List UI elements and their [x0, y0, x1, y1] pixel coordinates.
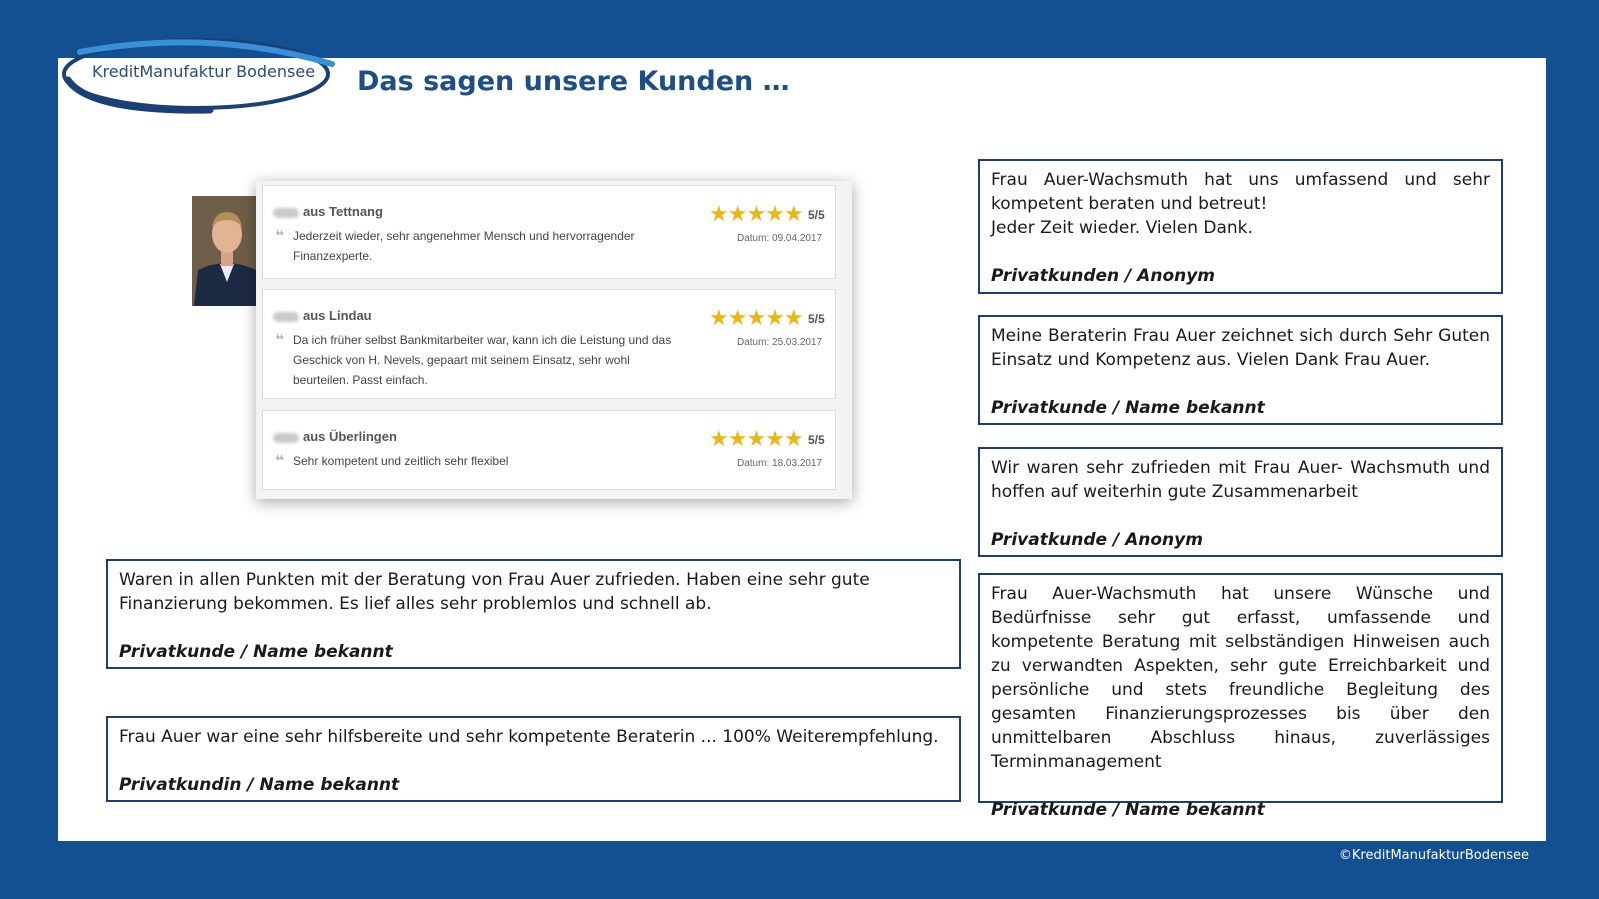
testimonial-box	[106, 559, 961, 669]
review-text: Da ich früher selbst Bankmitarbeiter war, kann ich die Leistung und das Geschick von H. Nevels, gepaart mit seinem Einsatz, sehr wohl beurteilen. Passt einfach.	[293, 333, 672, 387]
testimonial-box	[978, 573, 1503, 820]
review-score: 5/5	[808, 433, 825, 447]
review-score: 5/5	[808, 208, 825, 222]
review-author	[273, 429, 397, 444]
review-panel	[256, 181, 852, 499]
review-text: Jederzeit wieder, sehr angenehmer Mensch und hervorragender Finanzexperte.	[293, 229, 635, 263]
star-rating-icon: ★★★★★	[709, 305, 803, 330]
testimonial-author: Privatkunde / Name bekannt	[991, 800, 1265, 820]
testimonial-box	[978, 315, 1503, 425]
testimonial-text: Frau Auer-Wachsmuth hat uns umfassend und sehr kompetent beraten und betreut!	[991, 170, 1490, 214]
star-rating-icon: ★★★★★	[709, 201, 803, 226]
review-date: Datum: 25.03.2017	[737, 337, 823, 348]
quote-icon: ❝	[275, 453, 285, 470]
review-score: 5/5	[808, 312, 825, 326]
review-author	[273, 204, 383, 219]
brand-logo	[60, 34, 340, 114]
testimonial-author: Privatkunden / Anonym	[991, 266, 1216, 286]
testimonial-text: Wir waren sehr zufrieden mit Frau Auer- Wachsmuth und hoffen auf weiterhin gute Zusammenarbeit	[991, 458, 1490, 502]
quote-icon: ❝	[275, 228, 285, 245]
testimonial-author: Privatkunde / Name bekannt	[991, 398, 1265, 418]
advisor-photo	[192, 196, 262, 306]
testimonial-box	[106, 716, 961, 802]
testimonial-box	[978, 447, 1503, 557]
review-card	[262, 185, 836, 279]
blurred-name	[273, 433, 299, 443]
testimonial-text: Frau Auer-Wachsmuth hat unsere Wünsche und Bedürfnisse sehr gut erfasst, umfassende und kompetente Beratung mit selbständigen Hinweisen auch zu verwandten Aspekten, sehr gute Erreichbarkeit und persönliche und stets freundliche Begleitung des gesamten Finanzierungsprozesses bis über den unmittelbaren Abschluss hinaus, zuverlässiges Terminmanagement	[991, 584, 1490, 772]
person-icon	[192, 196, 262, 306]
review-card	[262, 410, 836, 490]
review-date: Datum: 18.03.2017	[737, 458, 823, 469]
review-card	[262, 289, 836, 399]
testimonial-author: Privatkunde / Anonym	[991, 530, 1203, 550]
testimonial-author: Privatkundin / Name bekannt	[119, 775, 400, 795]
brand-name: KreditManufaktur Bodensee	[92, 62, 316, 81]
blurred-name	[273, 208, 299, 218]
testimonial-text-line2: Jeder Zeit wieder. Vielen Dank.	[991, 218, 1253, 238]
review-location: aus Tettnang	[303, 204, 383, 219]
quote-icon: ❝	[275, 332, 285, 349]
testimonial-box	[978, 159, 1503, 294]
copyright-notice: ©KreditManufakturBodensee	[1338, 848, 1529, 863]
review-author	[273, 308, 372, 323]
review-location: aus Lindau	[303, 308, 372, 323]
review-text: Sehr kompetent und zeitlich sehr flexibel	[293, 454, 509, 468]
review-date: Datum: 09.04.2017	[737, 233, 823, 244]
testimonial-text: Waren in allen Punkten mit der Beratung von Frau Auer zufrieden. Haben eine sehr gute Finanzierung bekommen. Es lief alles sehr problemlos und schnell ab.	[119, 570, 870, 614]
testimonial-text: Frau Auer war eine sehr hilfsbereite und sehr kompetente Beraterin ... 100% Weiterempfehlung.	[119, 727, 939, 747]
star-rating-icon: ★★★★★	[709, 426, 803, 451]
review-location: aus Überlingen	[303, 429, 397, 444]
page-title: Das sagen unsere Kunden …	[357, 66, 790, 97]
testimonial-text: Meine Beraterin Frau Auer zeichnet sich durch Sehr Guten Einsatz und Kompetenz aus. Vielen Dank Frau Auer.	[991, 326, 1490, 370]
blurred-name	[273, 312, 299, 322]
testimonial-author: Privatkunde / Name bekannt	[119, 642, 393, 662]
